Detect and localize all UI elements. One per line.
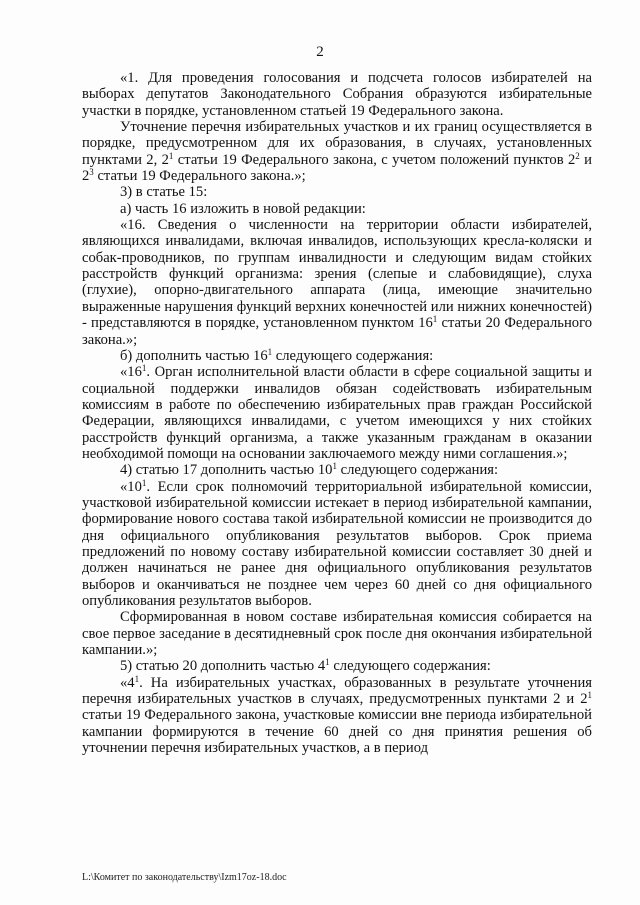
superscript: 1 xyxy=(332,461,337,472)
superscript: 1 xyxy=(587,690,592,701)
text-run: . Орган исполнительной власти области в сфере социальной защиты и социальной поддержки инвалидов обязан содействовать избирательным комиссиям в работе по обеспечению избирательных прав граждан Российской Федерации, являющихся инвалидами, с учетом имеющихся у них стойких расстройств функций организма, а также указанным гражданам в оказании необходимой помощи на основании заключаемого между ними соглашения.»; xyxy=(82,364,592,462)
text-run: Уточнение перечня избирательных участков и их границ осуществляется в порядке, предусмотренном для их образования, в случаях, установленных пунктами 2, 2 xyxy=(82,119,592,168)
text-run: «16. Сведения о численности на территории области избирателей, являющихся инвалидами, включая инвалидов, использующих кресла-коляски и собак-проводников, по группам инвалидности и следующим видам стойких расстройств функций организма: зрения (слепые и слабовидящие), слуха (глухие), опорно-двигательного аппарата (лица, имеющие значительно выраженные нарушения функций верхних конечностей или нижних конечностей) - представляются в порядке, установленном пунктом 16 xyxy=(82,217,592,332)
text-run: статьи 20 Федерального закона.»; xyxy=(82,315,592,348)
text-run: 3) в статье 15: xyxy=(120,184,208,201)
superscript: 1 xyxy=(168,150,174,161)
paragraph xyxy=(82,119,592,184)
paragraph xyxy=(82,609,592,658)
superscript: 1 xyxy=(141,363,147,374)
text-run: статьи 19 Федерального закона, участковые комиссии вне периода избирательной кампании формируются в течение 60 дней со дня принятия решения об уточнении перечня избирательных участков, а в период xyxy=(82,707,592,757)
superscript: 2 xyxy=(575,150,580,161)
text-run: . На избирательных участках, образованных в результате уточнения перечня избирательных участков в случаях, предусмотренных пунктами 2 и 2 xyxy=(82,674,592,708)
text-run: 4) статью 17 дополнить частью 10 xyxy=(120,462,333,479)
text-run: «4 xyxy=(120,674,135,691)
paragraph xyxy=(82,658,592,674)
file-path-footer: L:\Комитет по законодательству\Izm17oz-18.doc xyxy=(82,872,287,883)
paragraph xyxy=(82,462,592,478)
superscript: 1 xyxy=(432,314,438,325)
text-run: статьи 19 Федерального закона.»; xyxy=(93,168,306,185)
text-run: и 2 xyxy=(82,151,592,185)
paragraph xyxy=(82,479,592,610)
text-run: б) дополнить частью 16 xyxy=(120,347,268,364)
text-run: следующего содержания: xyxy=(336,462,499,479)
text-run: следующего содержания: xyxy=(272,347,434,364)
text-run: «10 xyxy=(120,478,142,495)
text-run: «16 xyxy=(120,364,142,381)
text-run: Сформированная в новом составе избирательная комиссия собирается на свое первое заседание в десятидневный срок после дня окончания избирательной кампании.»; xyxy=(82,609,592,659)
paragraph xyxy=(82,364,592,462)
text-run: 5) статью 20 дополнить частью 4 xyxy=(120,658,326,675)
text-run: следующего содержания: xyxy=(329,658,491,675)
paragraph xyxy=(82,675,592,757)
paragraph xyxy=(82,217,592,348)
document-body xyxy=(82,70,592,756)
text-run: а) часть 16 изложить в новой редакции: xyxy=(120,200,366,217)
text-run: . Если срок полномочий территориальной избирательной комиссии, участковой избирательной комиссии истекает в период избирательной кампании, формирование нового состава такой избирательной комиссии не производится до дня официального опубликования результатов выборов. Срок приема предложений по новому составу избирательной комиссии составляет 30 дней и должен начинаться не ранее дня официального опубликования результатов выборов и оканчиваться не позднее чем через 60 дней со дня официального опубликования результатов выборов. xyxy=(82,478,592,609)
paragraph xyxy=(82,184,592,200)
superscript: 1 xyxy=(267,346,273,357)
page-number: 2 xyxy=(316,44,324,60)
superscript: 1 xyxy=(325,657,330,668)
paragraph xyxy=(82,70,592,119)
paragraph xyxy=(82,201,592,217)
superscript: 3 xyxy=(89,167,94,178)
text-run: статьи 19 Федерального закона, с учетом положений пунктов 2 xyxy=(173,151,576,168)
paragraph xyxy=(82,348,592,364)
superscript: 1 xyxy=(141,477,147,488)
superscript: 1 xyxy=(134,673,140,684)
text-run: «1. Для проведения голосования и подсчета голосов избирателей на выборах депутатов Законодательного Собрания образуются избирательные участки в порядке, установленном статьей 19 Федерального закона. xyxy=(82,70,592,119)
